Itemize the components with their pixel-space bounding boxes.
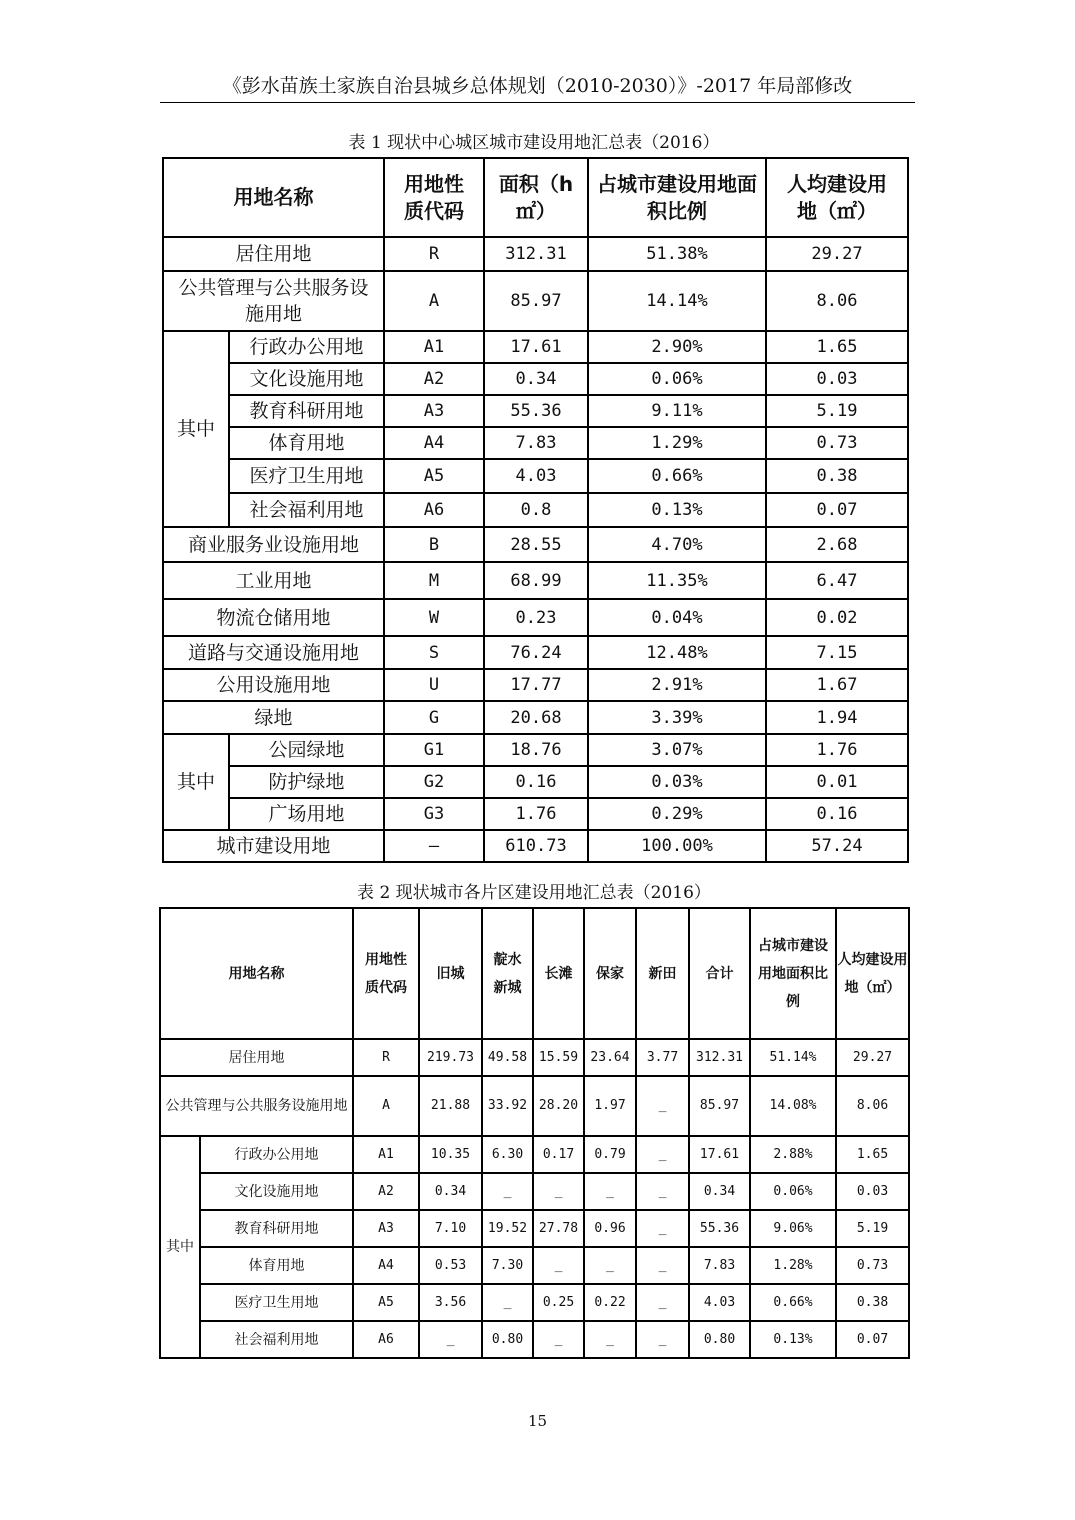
table2-row-ratio: 0.06% — [750, 1173, 836, 1210]
table2-row-total: 0.34 — [689, 1173, 750, 1210]
table1-row-area: 28.55 — [484, 527, 588, 562]
table1-row-code: A3 — [384, 395, 484, 427]
table2-row-old-town: _ — [419, 1321, 482, 1358]
table2-header-code-text: 用地性质代码 — [365, 951, 407, 996]
table-row — [160, 1136, 909, 1173]
table2-header-row — [160, 908, 909, 1039]
table1-row-area: 17.61 — [484, 331, 588, 363]
table2-row-dianshui: 19.52 — [482, 1210, 533, 1247]
table2-row-dianshui: 7.30 — [482, 1247, 533, 1284]
table2-row-per-capita: 5.19 — [836, 1210, 909, 1247]
table2-row-name — [160, 1076, 353, 1136]
table2-row-name: 医疗卫生用地 — [200, 1284, 353, 1321]
table2-row-code: R — [353, 1039, 419, 1076]
table2-row-xintian: _ — [636, 1136, 689, 1173]
table1-row-code: W — [384, 599, 484, 636]
table1-header-row — [163, 158, 908, 237]
table1-row-ratio: 0.04% — [588, 599, 766, 636]
table2-header-total: 合计 — [689, 908, 750, 1039]
table2-row-ratio: 1.28% — [750, 1247, 836, 1284]
table1-row-area: 76.24 — [484, 636, 588, 669]
table2-row-per-capita: 0.03 — [836, 1173, 909, 1210]
table2-row-xintian: _ — [636, 1076, 689, 1136]
table1-row-ratio: 100.00% — [588, 830, 766, 862]
document-header-title: 《彭水苗族土家族自治县城乡总体规划（2010-2030）》-2017 年局部修改 — [222, 75, 853, 97]
table1-row-ratio: 0.06% — [588, 363, 766, 395]
table1-row-ratio: 0.13% — [588, 493, 766, 527]
table1-row-area: 0.23 — [484, 599, 588, 636]
table2-row-dianshui: _ — [482, 1173, 533, 1210]
table2-row-changtan: 28.20 — [533, 1076, 584, 1136]
table2-row-name: 体育用地 — [200, 1247, 353, 1284]
table2-row-dianshui: 33.92 — [482, 1076, 533, 1136]
table-row — [160, 1247, 909, 1284]
table1-row-name: 居住用地 — [163, 237, 384, 271]
table1-header-code-text: 用地性质代码 — [404, 171, 464, 223]
table2-row-old-town: 7.10 — [419, 1210, 482, 1247]
table2-row-total: 7.83 — [689, 1247, 750, 1284]
table1 — [162, 157, 909, 863]
table1-row-name: 工业用地 — [163, 562, 384, 599]
table1-row-per-capita: 6.47 — [766, 562, 908, 599]
table2-row-name: 教育科研用地 — [200, 1210, 353, 1247]
table-row — [163, 701, 908, 734]
table2-group-label: 其中 — [160, 1136, 200, 1358]
table1-row-name: 公园绿地 — [229, 734, 384, 766]
table1-row-area: 18.76 — [484, 734, 588, 766]
table1-row-code: R — [384, 237, 484, 271]
table1-row-ratio: 11.35% — [588, 562, 766, 599]
table2-row-xintian: _ — [636, 1247, 689, 1284]
table1-row-per-capita: 0.73 — [766, 427, 908, 459]
table2-row-per-capita: 0.73 — [836, 1247, 909, 1284]
table1-row-per-capita: 5.19 — [766, 395, 908, 427]
table1-row-name: 医疗卫生用地 — [229, 459, 384, 493]
table1-row-name: 教育科研用地 — [229, 395, 384, 427]
table2-row-changtan: 0.17 — [533, 1136, 584, 1173]
table1-row-area: 4.03 — [484, 459, 588, 493]
table2-header-changtan: 长滩 — [533, 908, 584, 1039]
table2-header-per-capita-text: 人均建设用地（㎡） — [837, 951, 908, 996]
table-row — [163, 331, 908, 363]
table1-row-per-capita: 0.07 — [766, 493, 908, 527]
table2-header-ratio — [750, 908, 836, 1039]
table1-row-ratio: 3.07% — [588, 734, 766, 766]
table1-header-per-capita — [766, 158, 908, 237]
table2-header-code — [353, 908, 419, 1039]
table-row — [163, 830, 908, 862]
table1-row-code: G1 — [384, 734, 484, 766]
table2-row-ratio: 0.13% — [750, 1321, 836, 1358]
table1-header-ratio — [588, 158, 766, 237]
table-row — [163, 237, 908, 271]
table2-row-name: 文化设施用地 — [200, 1173, 353, 1210]
table1-row-ratio: 3.39% — [588, 701, 766, 734]
table1-row-ratio: 14.14% — [588, 271, 766, 331]
table2-row-xintian: _ — [636, 1210, 689, 1247]
table1-row-per-capita: 2.68 — [766, 527, 908, 562]
table-row — [160, 1284, 909, 1321]
table2-row-name: 社会福利用地 — [200, 1321, 353, 1358]
table1-row-per-capita: 7.15 — [766, 636, 908, 669]
table-row — [163, 562, 908, 599]
table-row — [163, 599, 908, 636]
table2-row-per-capita: 8.06 — [836, 1076, 909, 1136]
table-row — [160, 1039, 909, 1076]
table2-row-changtan: _ — [533, 1173, 584, 1210]
table2-row-per-capita: 29.27 — [836, 1039, 909, 1076]
table1-row-name-text: 公共管理与公共服务设施用地 — [178, 277, 369, 325]
table1-row-code: S — [384, 636, 484, 669]
table-row — [160, 1210, 909, 1247]
table2-row-baojia: 23.64 — [584, 1039, 636, 1076]
table1-row-code: A5 — [384, 459, 484, 493]
page-number: 15 — [527, 1412, 548, 1430]
table1-row-name: 商业服务业设施用地 — [163, 527, 384, 562]
table1-row-code: A6 — [384, 493, 484, 527]
table2-row-total: 4.03 — [689, 1284, 750, 1321]
table2-row-total: 55.36 — [689, 1210, 750, 1247]
table1-row-code: A — [384, 271, 484, 331]
table-row — [163, 363, 908, 395]
table2-row-baojia: _ — [584, 1173, 636, 1210]
table2-row-baojia: 0.79 — [584, 1136, 636, 1173]
table2-row-xintian: _ — [636, 1173, 689, 1210]
table2-row-per-capita: 1.65 — [836, 1136, 909, 1173]
table1-row-area: 0.16 — [484, 766, 588, 798]
table1-row-ratio: 0.29% — [588, 798, 766, 830]
table1-row-ratio: 9.11% — [588, 395, 766, 427]
table1-group-label-g: 其中 — [163, 734, 229, 830]
table2-row-name: 居住用地 — [160, 1039, 353, 1076]
table2-row-changtan: 0.25 — [533, 1284, 584, 1321]
table2-row-old-town: 219.73 — [419, 1039, 482, 1076]
table-row — [163, 636, 908, 669]
table2-row-per-capita: 0.07 — [836, 1321, 909, 1358]
table1-row-name: 物流仓储用地 — [163, 599, 384, 636]
table1-row-per-capita: 0.01 — [766, 766, 908, 798]
table2-header-name: 用地名称 — [160, 908, 353, 1039]
table1-row-area: 0.34 — [484, 363, 588, 395]
table1-row-ratio: 0.03% — [588, 766, 766, 798]
table-row — [163, 427, 908, 459]
table2-row-code: A — [353, 1076, 419, 1136]
table2-header-per-capita — [836, 908, 909, 1039]
table1-row-area: 312.31 — [484, 237, 588, 271]
table2-row-old-town: 0.53 — [419, 1247, 482, 1284]
table1-row-name: 公用设施用地 — [163, 669, 384, 701]
table1-row-name: 道路与交通设施用地 — [163, 636, 384, 669]
table2-header-old-town: 旧城 — [419, 908, 482, 1039]
table1-row-ratio: 2.90% — [588, 331, 766, 363]
table1-row-ratio: 12.48% — [588, 636, 766, 669]
table1-row-name: 广场用地 — [229, 798, 384, 830]
table2-row-total: 0.80 — [689, 1321, 750, 1358]
table2-row-code: A2 — [353, 1173, 419, 1210]
table1-row-ratio: 4.70% — [588, 527, 766, 562]
table1-row-name: 社会福利用地 — [229, 493, 384, 527]
table1-row-code: B — [384, 527, 484, 562]
table2-row-total: 312.31 — [689, 1039, 750, 1076]
table1-row-per-capita: 1.65 — [766, 331, 908, 363]
table1-row-name — [163, 271, 384, 331]
table-row — [163, 271, 908, 331]
table2-row-ratio: 51.14% — [750, 1039, 836, 1076]
table2-row-dianshui: 0.80 — [482, 1321, 533, 1358]
table1-row-per-capita: 0.02 — [766, 599, 908, 636]
table-row — [163, 527, 908, 562]
table1-row-area: 55.36 — [484, 395, 588, 427]
table-row — [160, 1321, 909, 1358]
table1-row-per-capita: 29.27 — [766, 237, 908, 271]
table1-row-name: 体育用地 — [229, 427, 384, 459]
table2-row-total: 85.97 — [689, 1076, 750, 1136]
table1-row-code: A1 — [384, 331, 484, 363]
table2-row-code: A4 — [353, 1247, 419, 1284]
table-row — [163, 766, 908, 798]
table1-row-area: 1.76 — [484, 798, 588, 830]
table2-row-xintian: 3.77 — [636, 1039, 689, 1076]
table2-row-changtan: 15.59 — [533, 1039, 584, 1076]
table1-row-name: 文化设施用地 — [229, 363, 384, 395]
table1-row-per-capita: 57.24 — [766, 830, 908, 862]
table2-row-old-town: 21.88 — [419, 1076, 482, 1136]
table2-row-code: A1 — [353, 1136, 419, 1173]
table2-row-per-capita: 0.38 — [836, 1284, 909, 1321]
table1-row-name: 绿地 — [163, 701, 384, 734]
table1-row-code: A4 — [384, 427, 484, 459]
table-row — [163, 395, 908, 427]
table2-header-baojia: 保家 — [584, 908, 636, 1039]
table2-row-code: A5 — [353, 1284, 419, 1321]
table2-header-dianshui-text: 靛水新城 — [493, 951, 522, 996]
table2-header-xintian: 新田 — [636, 908, 689, 1039]
table1-row-code: G2 — [384, 766, 484, 798]
table1-row-ratio: 0.66% — [588, 459, 766, 493]
table2-row-changtan: _ — [533, 1321, 584, 1358]
table1-row-per-capita: 8.06 — [766, 271, 908, 331]
table2-row-total: 17.61 — [689, 1136, 750, 1173]
table2-row-dianshui: 6.30 — [482, 1136, 533, 1173]
table1-row-per-capita: 0.16 — [766, 798, 908, 830]
table-row — [163, 493, 908, 527]
table1-row-per-capita: 1.94 — [766, 701, 908, 734]
table1-row-area: 85.97 — [484, 271, 588, 331]
table1-header-area-text: 面积（h ㎡） — [498, 171, 574, 223]
table1-row-area: 68.99 — [484, 562, 588, 599]
table-row — [163, 669, 908, 701]
table-row — [163, 459, 908, 493]
table1-row-area: 7.83 — [484, 427, 588, 459]
table1-row-code: G3 — [384, 798, 484, 830]
table2-row-xintian: _ — [636, 1321, 689, 1358]
header-divider — [160, 102, 915, 103]
table1-group-label-a: 其中 — [163, 331, 229, 527]
table2-row-baojia: _ — [584, 1321, 636, 1358]
table2-row-baojia: 1.97 — [584, 1076, 636, 1136]
table1-row-name: 防护绿地 — [229, 766, 384, 798]
table1-row-area: 610.73 — [484, 830, 588, 862]
table1-header-name: 用地名称 — [163, 158, 384, 237]
table1-caption: 表 1 现状中心城区城市建设用地汇总表（2016） — [348, 133, 720, 153]
table2-header-dianshui — [482, 908, 533, 1039]
table2-row-ratio: 9.06% — [750, 1210, 836, 1247]
table2-row-old-town: 3.56 — [419, 1284, 482, 1321]
table1-row-code: — — [384, 830, 484, 862]
table1-row-per-capita: 0.03 — [766, 363, 908, 395]
table2-row-code: A6 — [353, 1321, 419, 1358]
table1-row-ratio: 51.38% — [588, 237, 766, 271]
table1-header-per-capita-text: 人均建设用地（㎡） — [787, 171, 887, 223]
table-row — [163, 734, 908, 766]
table-row — [160, 1076, 909, 1136]
table1-row-code: A2 — [384, 363, 484, 395]
table1-row-code: M — [384, 562, 484, 599]
table2-row-name-text: 公共管理与公共服务设施用地 — [165, 1098, 348, 1114]
table2-row-baojia: 0.22 — [584, 1284, 636, 1321]
table1-row-ratio: 1.29% — [588, 427, 766, 459]
table1-row-code: G — [384, 701, 484, 734]
table1-row-area: 20.68 — [484, 701, 588, 734]
table2-row-old-town: 10.35 — [419, 1136, 482, 1173]
table1-row-ratio: 2.91% — [588, 669, 766, 701]
table2-header-ratio-text: 占城市建设用地面积比例 — [758, 937, 828, 1010]
table1-row-name: 城市建设用地 — [163, 830, 384, 862]
table1-header-area — [484, 158, 588, 237]
table1-row-area: 17.77 — [484, 669, 588, 701]
table2-row-changtan: _ — [533, 1247, 584, 1284]
table2-row-dianshui: 49.58 — [482, 1039, 533, 1076]
table2-row-name: 行政办公用地 — [200, 1136, 353, 1173]
table2-row-baojia: 0.96 — [584, 1210, 636, 1247]
table1-row-code: U — [384, 669, 484, 701]
table2-caption: 表 2 现状城市各片区建设用地汇总表（2016） — [357, 883, 711, 903]
table2-row-code: A3 — [353, 1210, 419, 1247]
table2-row-xintian: _ — [636, 1284, 689, 1321]
table2-row-ratio: 0.66% — [750, 1284, 836, 1321]
table2-row-baojia: _ — [584, 1247, 636, 1284]
table1-row-name: 行政办公用地 — [229, 331, 384, 363]
table2-row-ratio: 14.08% — [750, 1076, 836, 1136]
table2 — [159, 907, 910, 1359]
table2-row-ratio: 2.88% — [750, 1136, 836, 1173]
table2-row-dianshui: _ — [482, 1284, 533, 1321]
table-row — [163, 798, 908, 830]
table1-row-per-capita: 0.38 — [766, 459, 908, 493]
table-row — [160, 1173, 909, 1210]
table1-row-area: 0.8 — [484, 493, 588, 527]
table1-header-code — [384, 158, 484, 237]
table1-header-ratio-text: 占城市建设用地面积比例 — [597, 171, 757, 223]
table1-row-per-capita: 1.76 — [766, 734, 908, 766]
table2-row-changtan: 27.78 — [533, 1210, 584, 1247]
table2-row-old-town: 0.34 — [419, 1173, 482, 1210]
table1-row-per-capita: 1.67 — [766, 669, 908, 701]
